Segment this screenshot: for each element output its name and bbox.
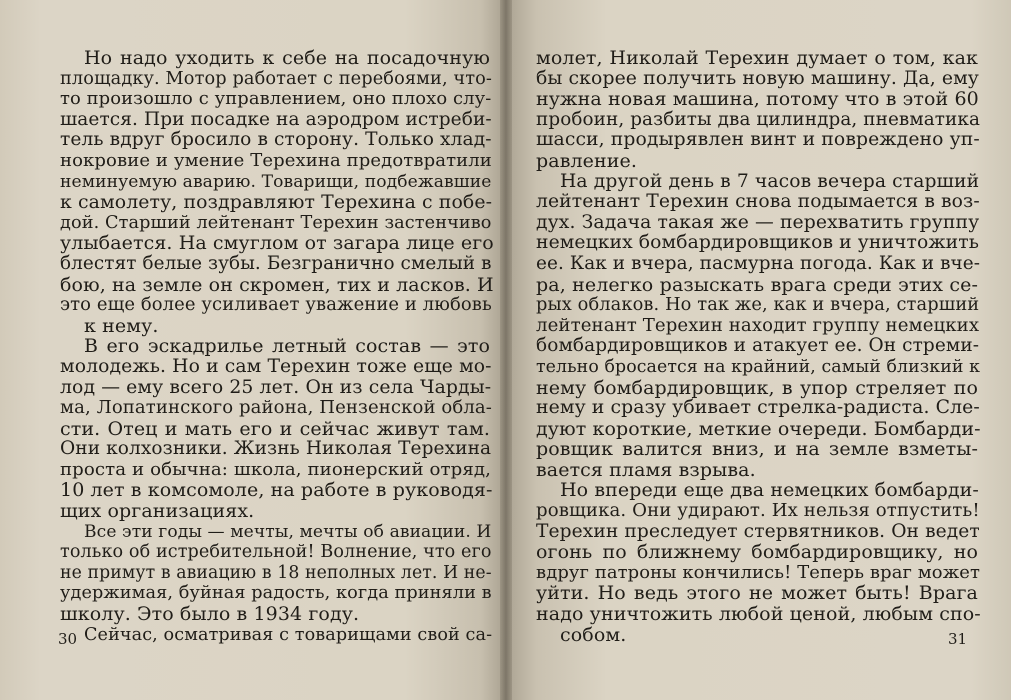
text-line: к самолету, поздравляют Терехина с побе-	[60, 191, 493, 214]
right-page-text	[536, 47, 981, 646]
text-line: щих организациях.	[60, 500, 255, 523]
text-line: площадку. Мотор работает с перебоями, что-	[60, 68, 493, 89]
text-line: тельно бросается на крайний, самый близкий к	[536, 356, 981, 377]
text-line: молодежь. Но и сам Терехин тоже еще мо-	[60, 355, 492, 377]
text-line: дой. Старший лейтенант Терехин застенчиво	[60, 212, 492, 233]
text-line: только об истребительной! Волнение, что его	[60, 542, 492, 563]
text-line: тель вдруг бросило в сторону. Только хлад-	[60, 129, 492, 151]
text-line: молет, Николай Терехин думает о том, как	[536, 47, 978, 69]
text-line: шасси, продырявлен винт и повреждено уп-	[536, 129, 980, 151]
text-line: Все эти годы — мечты, мечты об авиации. И	[84, 521, 492, 542]
text-line: школу. Это было в 1934 году.	[60, 603, 360, 626]
text-line: уйти. Но ведь этого не может быть! Врага	[536, 582, 978, 605]
text-line: нокровие и умение Терехина предотвратили	[60, 149, 492, 171]
text-line: равление.	[536, 149, 638, 172]
text-line: неминуемую аварию. Товарищи, подбежавшие	[60, 171, 492, 192]
text-line: то произошло с управлением, оно плохо слу-	[60, 88, 492, 110]
left-page-text	[60, 47, 494, 645]
text-line: удержимая, буйная радость, когда приняли в	[60, 583, 492, 604]
text-line: вдруг патроны кончились! Теперь враг может	[536, 561, 981, 583]
text-line: 10 лет в комсомоле, на работе в руководя-	[60, 479, 493, 502]
text-line: нему и сразу убивает стрелка-радиста. Сле-	[536, 397, 980, 419]
page-number: 30	[58, 630, 78, 648]
text-line: рых облаков. Но так же, как и вчера, старший	[536, 294, 980, 316]
book-gutter	[500, 0, 512, 700]
text-line: не примут в авиацию в 18 неполных лет. И не-	[60, 562, 492, 583]
text-line: бомбардировщиков и атакует ее. Он стреми-	[536, 335, 980, 357]
text-line: пробоин, разбиты два цилиндра, пневматика	[536, 108, 980, 130]
text-line: это еще более усиливает уважение и любовь	[60, 294, 492, 316]
text-line: Но впереди еще два немецких бомбарди-	[560, 479, 979, 502]
text-line: немецких бомбардировщиков и уничтожить	[536, 232, 979, 254]
text-line: сти. Отец и мать его и сейчас живут там.	[60, 417, 490, 440]
text-line: ра, нелегко разыскать врага среди этих се-	[536, 273, 978, 296]
text-line: бою, на земле он скромен, тих и ласков. И	[60, 273, 494, 296]
text-line: надо уничтожить любой ценой, любым спо-	[536, 603, 981, 626]
text-line: лод — ему всего 25 лет. Он из села Чарды-	[60, 376, 492, 398]
text-line: ровщик валится вниз, и на земле взметы-	[536, 438, 978, 461]
text-line: На другой день в 7 часов вечера старший	[560, 170, 980, 192]
text-line: улыбается. На смуглом от загара лице его	[60, 232, 494, 255]
text-line: бы скорее получить новую машину. Да, ему	[536, 67, 979, 89]
text-line: В его эскадрилье летный состав — это	[84, 335, 490, 358]
text-line: к нему.	[84, 314, 159, 337]
text-line: нему бомбардировщик, в упор стреляет по	[536, 376, 978, 399]
text-line: блестят белые зубы. Безгранично смелый в	[60, 252, 492, 274]
page-number: 31	[948, 630, 968, 648]
text-line: дуют короткие, меткие очереди. Бомбарди-	[536, 417, 981, 440]
text-line: Терехин преследует стервятников. Он ведет	[536, 520, 980, 542]
text-line: собом.	[560, 623, 627, 646]
text-line: ма, Лопатинского района, Пензенской обла-	[60, 397, 492, 419]
text-line: Они колхозники. Жизнь Николая Терехина	[60, 438, 492, 460]
text-line: ровщика. Они удирают. Их нельзя отпустить!	[536, 500, 980, 522]
text-line: Но надо уходить к себе на посадочную	[84, 47, 490, 69]
text-line: Сейчас, осматривая с товарищами свой са-	[84, 624, 493, 645]
text-line: лейтенант Терехин находит группу немецких	[536, 314, 980, 336]
text-line: нужна новая машина, потому что в этой 60	[536, 88, 979, 111]
text-line: огонь по ближнему бомбардировщику, но	[536, 541, 978, 564]
text-line: проста и обычна: школа, пионерский отряд,	[60, 458, 491, 480]
right-page	[506, 0, 1011, 700]
text-line: дух. Задача такая же — перехватить группу	[536, 211, 980, 233]
text-line: ее. Как и вчера, пасмурна погода. Как и вче-	[536, 252, 981, 274]
text-line: вается пламя взрыва.	[536, 458, 756, 481]
text-line: шается. При посадке на аэродром истреби-	[60, 108, 492, 130]
text-line: лейтенант Терехин снова подымается в воз-	[536, 191, 980, 213]
